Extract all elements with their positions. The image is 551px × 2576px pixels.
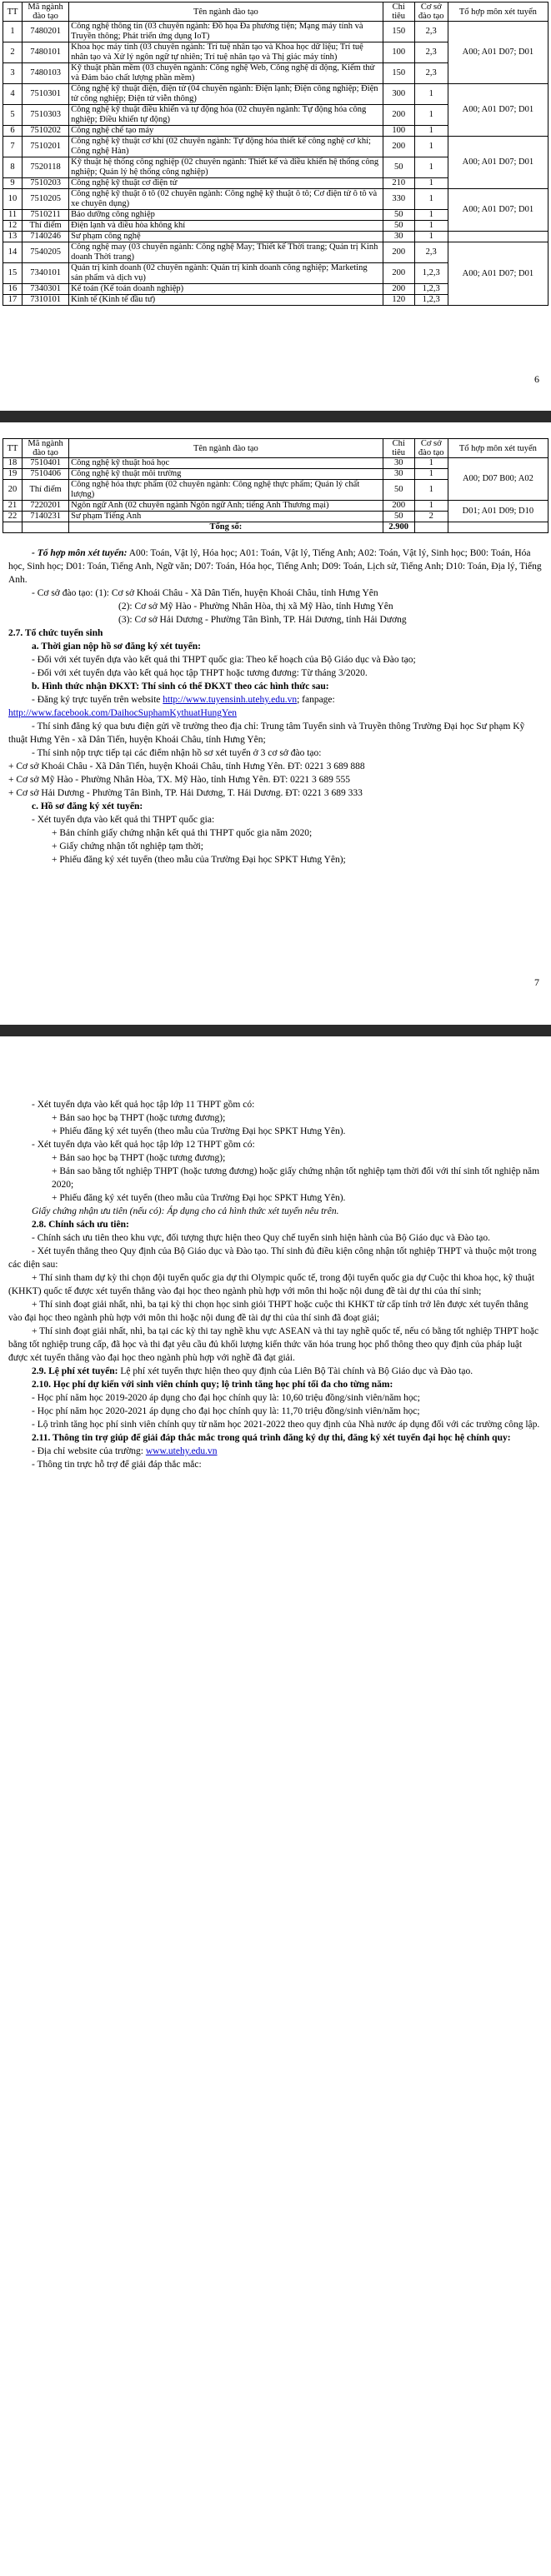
total-label: Tổng số: [69, 522, 383, 533]
website-link[interactable]: http://www.tuyensinh.utehy.edu.vn [163, 695, 298, 705]
col-header-campus: Cơ sở đào tạo [414, 2, 448, 22]
majors-table-part1 [3, 2, 548, 306]
section-2-8-heading: 2.8. Chính sách ưu tiên: [32, 1220, 129, 1230]
table-row: 12 Thí điểm Điện lạnh và điều hòa không khí 50 1 [3, 221, 548, 232]
table-row: 3 7480103 Kỹ thuật phần mềm (03 chuyên ngành: Công nghệ Web, Công nghệ di động, Kiểm thử và Đảm bảo chất lượng phần mềm) 150 2,3 [3, 63, 548, 84]
col-header-code: Mã ngành đào tạo [23, 2, 69, 22]
col-header-name: Tên ngành đào tạo [69, 2, 383, 22]
combo-cell: A00; A01 D07; D01 [448, 189, 548, 232]
section-2-10-heading: 2.10. Học phí dự kiến với sinh viên chính quy; lộ trình tăng học phí tối đa cho từng năm: [32, 1380, 393, 1390]
table-row: 2 7480101 Khoa học máy tính (03 chuyên ngành: Trí tuệ nhân tạo và Khoa học dữ liệu; Trí tuệ nhân tạo và Xử lý ngôn ngữ tự nhiên; Trí tuệ nhân tạo và Thị giác máy tính) 100 2,3 [3, 42, 548, 63]
col-header-tt: TT [3, 2, 23, 22]
section-a-heading: a. Thời gian nộp hồ sơ đăng ký xét tuyển: [32, 642, 201, 651]
table-row: 1 7480201 Công nghệ thông tin (03 chuyên ngành: Đồ họa Đa phương tiện; Mạng máy tính và Truyền thông; Phát triển ứng dụng IoT) 150 2,3 A00; A01 D07; D01 [3, 22, 548, 42]
table-row: 10 7510205 Công nghệ kỹ thuật ô tô (02 chuyên ngành: Công nghệ kỹ thuật ô tô; Cơ điện tử ô tô và xe chuyên dụng) 330 1 A00; A01 D07; D01 [3, 189, 548, 210]
combo-cell: A00; A01 D07; D01 [448, 22, 548, 84]
table-row: 22 7140231 Sư phạm Tiếng Anh 50 2 [3, 512, 548, 522]
table-row: 7 7510201 Công nghệ kỹ thuật cơ khí (02 chuyên ngành: Tự động hóa thiết kế công nghệ cơ khí; Công nghệ Hàn) 200 1 A00; A01 D07; D01 [3, 137, 548, 157]
col-header-name: Tên ngành đào tạo [69, 439, 383, 458]
section-2-11-heading: 2.11. Thông tin trợ giúp để giải đáp thắc mắc trong quá trình đăng ký dự thi, đăng ký xét tuyển đại học hệ chính quy: [32, 1433, 511, 1443]
col-header-code: Mã ngành đào tạo [23, 439, 69, 458]
combo-cell: A00; A01 D07; D01 [448, 84, 548, 137]
table-row: 16 7340301 Kế toán (Kế toán doanh nghiệp) 200 1,2,3 [3, 284, 548, 295]
campus-3: (3): Cơ sở Hải Dương - Phường Tân Bình, TP. Hải Dương, tỉnh Hải Dương [118, 615, 407, 625]
majors-table-part2 [3, 438, 548, 533]
col-header-combo: Tổ hợp môn xét tuyển [448, 439, 548, 458]
section-b-heading: b. Hình thức nhận ĐKXT: Thí sinh có thể ĐKXT theo các hình thức sau: [32, 681, 329, 691]
table-row: 19 7510406 Công nghệ kỹ thuật môi trường 30 1 [3, 469, 548, 480]
page-separator [0, 411, 551, 422]
table-row: 18 7510401 Công nghệ kỹ thuật hoá học 30 1 A00; D07 B00; A02 [3, 458, 548, 469]
table-row: 17 7310101 Kinh tế (Kinh tế đầu tư) 120 1,2,3 [3, 295, 548, 306]
campus-2: (2): Cơ sở Mỹ Hào - Phường Nhân Hòa, thị xã Mỹ Hào, tỉnh Hưng Yên [118, 602, 393, 612]
combo-cell: A00; A01 D07; D01 [448, 242, 548, 306]
fanpage-link[interactable]: http://www.facebook.com/DaihocSuphamKythuatHungYen [8, 708, 238, 718]
combo-text: A00: Toán, Vật lý, Hóa học; A01: Toán, Vật lý, Tiếng Anh; A02: Toán, Vật lý, Sinh học; B00: Toán, Hóa học, Sinh học; D01: Toán, Tiếng Anh, Ngữ văn; D07: Toán, Hóa học, Tiếng Anh; D09: Toán, Lịch sử, Tiếng Anh; D10: Toán, Địa lý, Tiếng Anh. [8, 548, 542, 585]
table-row: 8 7520118 Kỹ thuật hệ thống công nghiệp (02 chuyên ngành: Thiết kế và điều khiển hệ thống công nghiệp; Quản lý hệ thống công nghiệp) 50 1 [3, 157, 548, 178]
section-c-heading: c. Hồ sơ đăng ký xét tuyển: [32, 801, 143, 811]
col-header-tt: TT [3, 439, 23, 458]
table-header-row [3, 2, 548, 22]
campus-1: - Cơ sở đào tạo: (1): Cơ sở Khoái Châu - Xã Dân Tiến, huyện Khoái Châu, tỉnh Hưng Yên [32, 588, 378, 598]
table-row: 6 7510202 Công nghệ chế tạo máy 100 1 [3, 126, 548, 137]
table-row: 14 7540205 Công nghệ may (03 chuyên ngành: Công nghệ May; Thiết kế Thời trang; Quản trị Kinh doanh Thời trang) 200 2,3 A00; A01 D07; D01 [3, 242, 548, 263]
col-header-quota: Chỉ tiêu [383, 439, 414, 458]
combo-cell: A00; D07 B00; A02 [448, 458, 548, 501]
page-separator [0, 1025, 551, 1036]
page-number: 6 [534, 373, 539, 385]
total-value: 2.900 [383, 522, 414, 533]
section-2-9-heading: 2.9. Lệ phí xét tuyển: [32, 1366, 118, 1376]
document-page-6 [0, 0, 551, 405]
section-2-7-heading: 2.7. Tổ chức tuyển sinh [8, 628, 103, 638]
admission-text-page7: - Tổ hợp môn xét tuyển: A00: Toán, Vật lý, Hóa học; A01: Toán, Vật lý, Tiếng Anh; A02: Toán, Vật lý, Sinh học; B00: Toán, Hóa học, Sinh học; D01: Toán, Tiếng Anh, Ngữ văn; D07: Toán, Hóa học, Tiếng Anh; D09: Toán, Lịch sử, Tiếng Anh; D10: Toán, Địa lý, Tiếng Anh. - Cơ sở đào tạo: (1): Cơ sở Khoái Châu - Xã Dân Tiến, huyện Khoái Châu, tỉnh Hưng Yên (2): Cơ sở Mỹ Hào - Phường Nhân Hòa, thị xã Mỹ Hào, tỉnh Hưng Yên (3): Cơ sở Hải Dương - Phường Tân Bình, TP. Hải Dương, tỉnh Hải Dương 2.7. Tổ chức tuyển sinh a. Thời gian nộp hồ sơ đăng ký xét tuyển: - Đối với xét tuyển dựa vào kết quả thi THPT quốc gia: Theo kế hoạch của Bộ Giáo dục và Đào tạo; - Đối với xét tuyển dựa vào kết quả học tập THPT hoặc tương đương: Từ tháng 3/2020. b. Hình thức nhận ĐKXT: Thí sinh có thể ĐKXT theo các hình thức sau: - Đăng ký trực tuyến trên website http://www.tuyensinh.utehy.edu.vn; fanpage: http://www.facebook.com/DaihocSuphamKythuatHungYen - Thí sinh đăng ký qua bưu điện gửi về trường theo địa chỉ: Trung tâm Tuyển sinh và Truyền thông Trường Đại học Sư phạm Kỹ thuật Hưng Yên - xã Dân Tiến, huyện Khoái Châu, tỉnh Hưng Yên; - Thí sinh nộp trực tiếp tại các điểm nhận hồ sơ xét tuyển ở 3 cơ sở đào tạo: + Cơ sở Khoái Châu - Xã Dân Tiến, huyện Khoái Châu, tỉnh Hưng Yên. ĐT: 0221 3 689 888 + Cơ sở Mỹ Hào - Phường Nhân Hòa, TX. Mỹ Hào, tỉnh Hưng Yên. ĐT: 0221 3 689 555 + Cơ sở Hải Dương - Phường Tân Bình, TP. Hải Dương, T. Hải Dương. ĐT: 0221 3 689 333 c. Hồ sơ đăng ký xét tuyển: - Xét tuyển dựa vào kết quả thi THPT quốc gia: + Bản chính giấy chứng nhận kết quả thi THPT quốc gia năm 2020; + Giấy chứng nhận tốt nghiệp tạm thời; + Phiếu đăng ký xét tuyển (theo mẫu của Trường Đại học SPKT Hưng Yên); [8, 547, 543, 866]
col-header-quota: Chỉ tiêu [383, 2, 414, 22]
table-row: 20 Thí điểm Công nghệ hóa thực phẩm (02 chuyên ngành: Công nghệ thực phẩm; Quản lý chất lượng) 50 1 [3, 480, 548, 501]
combo-cell: A00; A01 D07; D01 [448, 137, 548, 189]
admission-text-page8: - Xét tuyển dựa vào kết quả học tập lớp 11 THPT gồm có: + Bản sao học bạ THPT (hoặc tương đương); + Phiếu đăng ký xét tuyển (theo mẫu của Trường Đại học SPKT Hưng Yên). - Xét tuyển dựa vào kết quả học tập lớp 12 THPT gồm có: + Bản sao học bạ THPT (hoặc tương đương); + Bản sao bằng tốt nghiệp THPT (hoặc tương đương) hoặc giấy chứng nhận tốt nghiệp tạm thời đối với thí sinh tốt nghiệp năm 2020; + Phiếu đăng ký xét tuyển (theo mẫu của Trường Đại học SPKT Hưng Yên). Giấy chứng nhận ưu tiên (nếu có): Áp dụng cho cả hình thức xét tuyển nêu trên. 2.8. Chính sách ưu tiên: - Chính sách ưu tiên theo khu vực, đối tượng thực hiện theo Quy chế tuyển sinh hiện hành của Bộ Giáo dục và Đào tạo. - Xét tuyển thẳng theo Quy định của Bộ Giáo dục và Đào tạo. Thí sinh đủ điều kiện công nhận tốt nghiệp THPT và thuộc một trong các diện sau: + Thí sinh tham dự kỳ thi chọn đội tuyển quốc gia dự thi Olympic quốc tế, trong đội tuyển quốc gia dự Cuộc thi khoa học, kỹ thuật (KHKT) quốc tế được xét tuyển thẳng vào đại học theo ngành phù hợp với môn thi hoặc nội dung đề tài dự thi của thí sinh; + Thí sinh đoạt giải nhất, nhì, ba tại kỳ thi chọn học sinh giỏi THPT hoặc cuộc thi KHKT từ cấp tỉnh trở lên được xét tuyển thẳng vào đại học theo ngành phù hợp với môn thi hoặc nội dung đề tài dự thi của thí sinh đã đoạt giải; + Thí sinh đoạt giải nhất, nhì, ba tại các kỳ thi tay nghề khu vực ASEAN và thi tay nghề quốc tế, nếu có bằng tốt nghiệp THPT hoặc bằng tốt nghiệp trung cấp, đã học và thi đạt yêu cầu đủ khối lượng kiến thức văn hóa trung học phổ thông theo quy định của pháp luật được xét tuyển thẳng vào đại học theo ngành phù hợp với nghề đã đạt giải. 2.9. Lệ phí xét tuyển: Lệ phí xét tuyển thực hiện theo quy định của Liên Bộ Tài chính và Bộ Giáo dục và Đào tạo. 2.10. Học phí dự kiến với sinh viên chính quy; lộ trình tăng học phí tối đa cho từng năm: - Học phí năm học 2019-2020 áp dụng cho đại học chính quy là: 10,60 triệu đồng/sinh viên/năm học; - Học phí năm học 2020-2021 áp dụng cho đại học chính quy là: 11,70 triệu đồng/sinh viên/năm học; - Lộ trình tăng học phí sinh viên chính quy từ năm học 2021-2022 theo quy định của Nhà nước áp dụng đối với các trường công lập. 2.11. Thông tin trợ giúp để giải đáp thắc mắc trong quá trình đăng ký dự thi, đăng ký xét tuyển đại học hệ chính quy: - Địa chỉ website của trường: www.utehy.edu.vn - Thông tin trực hỗ trợ để giải đáp thắc mắc: [8, 1098, 543, 1471]
table-row: 15 7340101 Quản trị kinh doanh (02 chuyên ngành: Quản trị kinh doanh công nghiệp; Marketing sản phẩm và dịch vụ) 200 1,2,3 [3, 263, 548, 284]
table-row: 11 7510211 Bảo dưỡng công nghiệp 50 1 [3, 210, 548, 221]
table-row: 21 7220201 Ngôn ngữ Anh (02 chuyên ngành Ngôn ngữ Anh; tiếng Anh Thương mại) 200 1 D01; A01 D09; D10 [3, 501, 548, 512]
col-header-campus: Cơ sở đào tạo [414, 439, 448, 458]
table-row: 9 7510203 Công nghệ kỹ thuật cơ điện tử 210 1 [3, 178, 548, 189]
table-row: 5 7510303 Công nghệ kỹ thuật điều khiển và tự động hóa (02 chuyên ngành: Tự động hóa công nghiệp; Điều khiển tự động) 200 1 [3, 105, 548, 126]
document-page-8 [0, 1045, 551, 2576]
school-website-link[interactable]: www.utehy.edu.vn [145, 1446, 218, 1456]
page-number: 7 [534, 976, 539, 988]
combo-label: - Tổ hợp môn xét tuyển: [32, 548, 128, 558]
table-row: 4 7510301 Công nghệ kỹ thuật điện, điện tử (04 chuyên ngành: Điện lạnh; Điện công nghiệp; Điện tử công nghiệp; Điện tử viễn thông) 300 1 A00; A01 D07; D01 [3, 84, 548, 105]
table-total-row [3, 522, 548, 533]
table-header-row [3, 439, 548, 458]
col-header-combo: Tổ hợp môn xét tuyển [448, 2, 548, 22]
table-row: 13 7140246 Sư phạm công nghệ 30 1 [3, 232, 548, 242]
combo-cell: D01; A01 D09; D10 [448, 501, 548, 522]
